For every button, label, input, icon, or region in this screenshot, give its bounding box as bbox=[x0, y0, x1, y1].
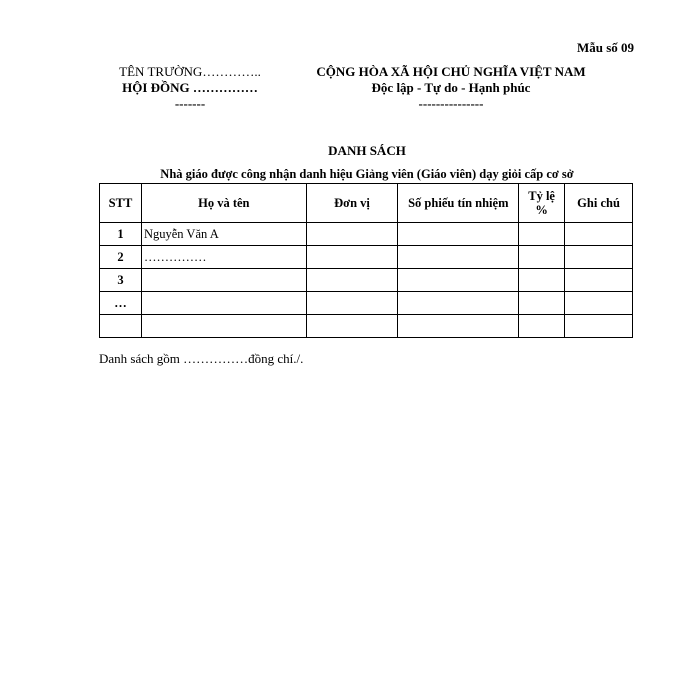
header-right-divider: --------------- bbox=[418, 96, 484, 111]
stt-cell: 2 bbox=[100, 246, 142, 269]
document-title: DANH SÁCH bbox=[328, 143, 406, 158]
unit-cell bbox=[306, 292, 398, 315]
votes-cell bbox=[398, 315, 519, 338]
country-name: CỘNG HÒA XÃ HỘI CHỦ NGHĨA VIỆT NAM bbox=[316, 64, 586, 79]
council-name-line: HỘI ĐỒNG …………… bbox=[122, 80, 258, 95]
ratio-cell bbox=[519, 246, 565, 269]
header-right bbox=[286, 64, 616, 112]
table-row bbox=[100, 292, 633, 315]
name-cell bbox=[141, 292, 306, 315]
column-header-unit: Đơn vị bbox=[306, 184, 398, 223]
notes-cell bbox=[565, 269, 633, 292]
column-header-stt: STT bbox=[100, 184, 142, 223]
unit-cell bbox=[306, 315, 398, 338]
stt-cell: 1 bbox=[100, 223, 142, 246]
ratio-cell bbox=[519, 292, 565, 315]
votes-cell bbox=[398, 223, 519, 246]
table-row bbox=[100, 315, 633, 338]
votes-cell bbox=[398, 269, 519, 292]
name-cell bbox=[141, 269, 306, 292]
name-cell: …………… bbox=[141, 246, 306, 269]
stt-cell: 3 bbox=[100, 269, 142, 292]
unit-cell bbox=[306, 269, 398, 292]
unit-cell bbox=[306, 223, 398, 246]
teacher-list-table bbox=[99, 183, 633, 338]
school-name-line: TÊN TRƯỜNG………….. bbox=[119, 64, 261, 79]
stt-cell bbox=[100, 315, 142, 338]
form-number: Mẫu số 09 bbox=[576, 40, 634, 55]
document-subtitle: Nhà giáo được công nhận danh hiệu Giảng viên (Giáo viên) dạy giỏi cấp cơ sở bbox=[160, 167, 574, 181]
header-left bbox=[100, 64, 280, 112]
ratio-cell bbox=[519, 223, 565, 246]
votes-cell bbox=[398, 292, 519, 315]
national-motto: Độc lập - Tự do - Hạnh phúc bbox=[371, 80, 531, 95]
list-summary: Danh sách gồm ……………đồng chí./. bbox=[99, 351, 304, 366]
ratio-cell bbox=[519, 269, 565, 292]
table-header-row bbox=[100, 184, 633, 223]
header-left-divider: ------- bbox=[174, 96, 206, 111]
name-cell: Nguyễn Văn A bbox=[141, 223, 306, 246]
column-header-votes: Số phiếu tín nhiệm bbox=[398, 184, 519, 223]
ratio-cell bbox=[519, 315, 565, 338]
name-cell bbox=[141, 315, 306, 338]
notes-cell bbox=[565, 223, 633, 246]
column-header-ratio: Tỷ lệ % bbox=[519, 184, 565, 223]
votes-cell bbox=[398, 246, 519, 269]
notes-cell bbox=[565, 315, 633, 338]
table-row bbox=[100, 246, 633, 269]
notes-cell bbox=[565, 292, 633, 315]
column-header-name: Họ và tên bbox=[141, 184, 306, 223]
notes-cell bbox=[565, 246, 633, 269]
stt-cell: … bbox=[100, 292, 142, 315]
table-row bbox=[100, 223, 633, 246]
unit-cell bbox=[306, 246, 398, 269]
column-header-notes: Ghi chú bbox=[565, 184, 633, 223]
table-row bbox=[100, 269, 633, 292]
